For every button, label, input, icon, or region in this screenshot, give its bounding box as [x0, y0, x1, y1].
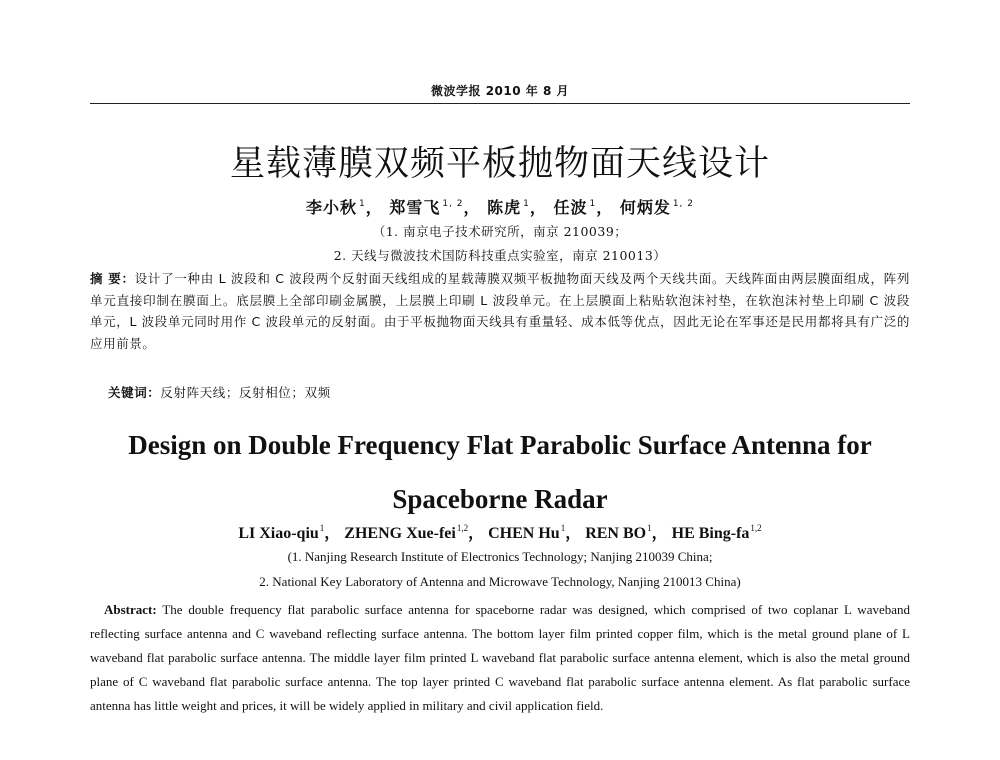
author-separator: ， [565, 525, 582, 542]
authors-english [0, 520, 1000, 543]
author-cn-name: 任波 [553, 198, 588, 217]
author-cn [487, 198, 547, 217]
abstract-chinese [90, 268, 910, 354]
abstract-en-paragraph [90, 598, 910, 718]
author-separator: ， [324, 525, 341, 542]
abstract-english [90, 598, 910, 718]
keywords-chinese [108, 383, 908, 401]
affiliation-en-2: 2. National Key Laboratory of Antenna and Microwave Technology, Nanjing 210013 China) [259, 574, 741, 589]
author-en-affil-mark: 1,2 [456, 523, 469, 533]
author-cn-name: 陈虎 [487, 198, 522, 217]
author-en-name: ZHENG Xue-fei [344, 525, 456, 542]
header-rule [90, 103, 910, 104]
title-english: Design on Double Frequency Flat Parabolic Surface Antenna for Spaceborne Radar [128, 430, 872, 514]
running-head: 微波学报 2010 年 8 月 [431, 84, 569, 98]
keywords-cn-label: 关键词： [108, 385, 161, 400]
author-cn-affil-mark: 1 [359, 199, 366, 209]
affiliation-cn-2: 2. 天线与微波技术国防科技重点实验室，南京 210013） [333, 248, 667, 263]
affiliation-en-1: (1. Nanjing Research Institute of Electronics Technology; Nanjing 210039 China; [287, 549, 713, 564]
author-separator: ， [651, 525, 668, 542]
abstract-en-text: The double frequency flat parabolic surface antenna for spaceborne radar was designed, which comprised of two coplanar L waveband reflecting surface antenna and C waveband reflecting surface antenna. The bottom layer film printed copper film, which is the metal ground plane of L waveband flat parabolic surface antenna. The middle layer film printed L waveband flat parabolic surface antenna element, which is also the metal ground plane of C waveband flat parabolic surface antenna. The top layer printed C waveband flat parabolic surface antenna element. As flat parabolic surface antenna has little weight and prices, it will be widely applied in military and civil application field. [90, 602, 911, 713]
abstract-cn-label: 摘 要： [90, 271, 135, 286]
author-cn [306, 198, 383, 217]
author-separator: ， [468, 525, 485, 542]
author-separator: ， [365, 198, 383, 217]
author-cn-affil-mark: 1 [589, 199, 597, 209]
author-separator: ， [596, 198, 614, 217]
author-en-name: LI Xiao-qiu [238, 525, 319, 542]
authors-chinese [0, 195, 1000, 218]
author-en-affil-mark: 1 [560, 523, 566, 533]
author-en-affil-mark: 1 [319, 523, 325, 533]
author-en-name: CHEN Hu [488, 525, 560, 542]
affiliation-cn-1: （1. 南京电子技术研究所，南京 210039； [372, 224, 628, 239]
author-cn-affil-mark: 1 [523, 199, 530, 209]
keywords-cn-text: 反射阵天线；反射相位；双频 [160, 385, 331, 400]
author-separator: ， [463, 198, 481, 217]
title-chinese: 星载薄膜双频平板抛物面天线设计 [229, 144, 770, 184]
abstract-cn-text: 设计了一种由 L 波段和 C 波段两个反射面天线组成的星载薄膜双频平板抛物面天线及两个天线共面。天线阵面由两层膜面组成，阵列单元直接印制在膜面上。底层膜上全部印刷金属膜，上层膜上印刷 L 波段单元。在上层膜面上粘贴软泡沫衬垫，在软泡沫衬垫上印刷 C 波段单元，L 波段单元同时用作 C 波段单元的反射面。由于平板抛物面天线具有重量轻、成本低等优点，因此无论在军事还是民用都将具有广泛的应用前景。 [90, 271, 910, 351]
author-en-affil-mark: 1,2 [750, 523, 762, 533]
author-separator: ， [529, 198, 547, 217]
author-cn [620, 198, 694, 217]
author-en [672, 525, 762, 542]
author-en [488, 525, 581, 542]
author-en [238, 525, 340, 542]
author-cn-name: 李小秋 [305, 198, 357, 217]
author-cn-name: 郑雪飞 [389, 198, 441, 217]
author-en-affil-mark: 1 [647, 523, 652, 533]
author-cn-affil-mark: 1, 2 [442, 199, 464, 209]
author-en-name: HE Bing-fa [671, 525, 750, 542]
abstract-en-label: Abstract: [104, 602, 157, 617]
author-en [344, 525, 484, 542]
author-cn-name: 何炳发 [619, 198, 671, 217]
author-cn-affil-mark: 1, 2 [672, 199, 695, 209]
author-cn [553, 198, 613, 217]
author-en [585, 525, 667, 542]
author-en-name: REN BO [585, 525, 647, 542]
author-cn [389, 198, 480, 217]
